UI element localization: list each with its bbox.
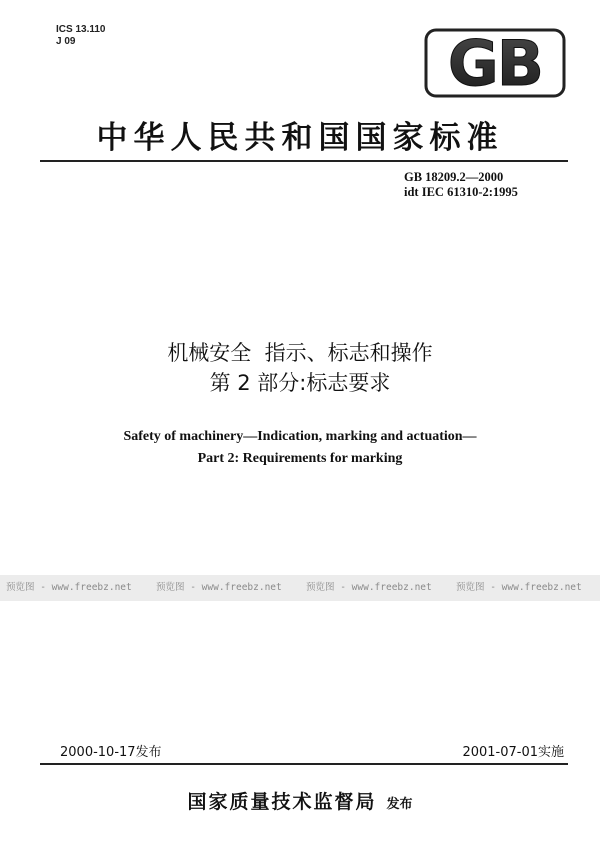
standard-number: GB 18209.2—2000: [404, 170, 504, 184]
chinese-title-line-2: 第 2 部分:标志要求: [209, 371, 391, 395]
issuer-name: 国家质量技术监督局: [187, 791, 377, 813]
gb-logo-text: GB: [447, 28, 543, 98]
issue-date: 2000-10-17发布: [60, 745, 162, 760]
issuer-action: 发布: [386, 797, 413, 812]
watermark-band: [0, 575, 600, 601]
english-title-line-2: Part 2: Requirements for marking: [197, 451, 403, 466]
national-standard-title: 中华人民共和国国家标准: [96, 120, 504, 156]
watermark-text: 预览图 - www.freebz.net: [156, 582, 282, 593]
issuer: [0, 787, 600, 814]
ccs-code: J 09: [56, 36, 76, 47]
chinese-title-line-1: 机械安全 指示、标志和操作: [167, 341, 433, 365]
watermark-text: 预览图 - www.freebz.net: [306, 582, 432, 593]
standard-code: [404, 170, 564, 200]
implementation-date: 2001-07-01实施: [462, 745, 564, 760]
chinese-title: [0, 338, 600, 398]
english-title: [0, 426, 600, 470]
gb-logo-icon: [424, 28, 566, 98]
watermark-text: 预览图 - www.freebz.net: [6, 582, 132, 593]
top-divider: [40, 160, 568, 162]
classification-codes: [56, 24, 105, 48]
bottom-divider: [40, 763, 568, 765]
english-title-line-1: Safety of machinery—Indication, marking and actuation—: [123, 429, 477, 444]
ics-code: ICS 13.110: [56, 24, 106, 35]
standard-equivalence: idt IEC 61310-2:1995: [404, 185, 518, 199]
watermark-text: 预览图 - www.freebz.net: [456, 582, 582, 593]
